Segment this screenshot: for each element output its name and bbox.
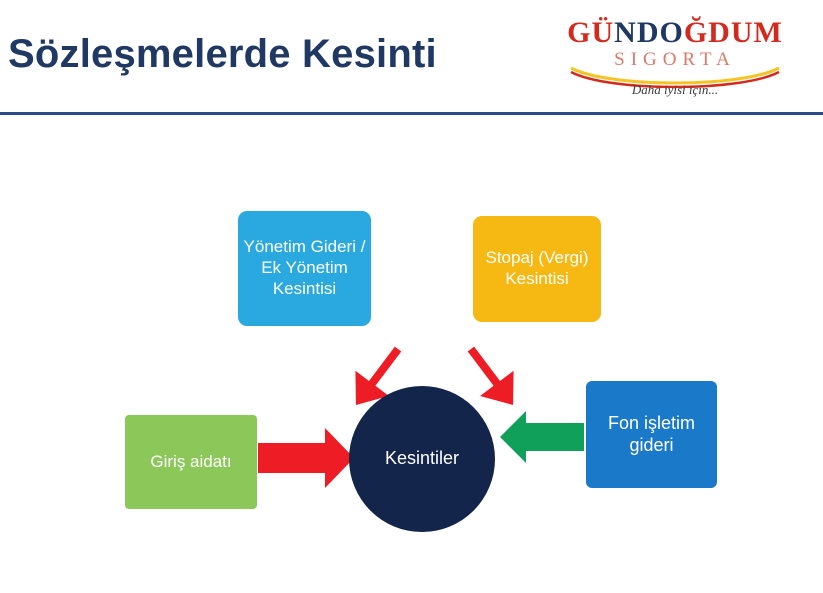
node-label: Fon işletim gideri bbox=[607, 412, 696, 455]
logo-brand-part1: GÜ bbox=[567, 16, 615, 49]
node-giris-aidati[interactable] bbox=[125, 415, 257, 509]
node-label: Stopaj (Vergi) Kesintisi bbox=[485, 248, 589, 288]
page-title: Sözleşmelerde Kesinti bbox=[8, 32, 437, 76]
diagram-canvas bbox=[0, 120, 823, 593]
node-label: Yönetim Gideri / Ek Yönetim Kesintisi bbox=[243, 237, 366, 298]
node-kesintiler-center[interactable] bbox=[349, 386, 495, 532]
header-divider bbox=[0, 112, 823, 115]
logo-subtitle: SIGORTA bbox=[614, 49, 736, 70]
logo-brand-text bbox=[555, 18, 795, 48]
arrow-fon-to-center bbox=[500, 411, 584, 463]
logo-brand-part2: NDO bbox=[614, 16, 684, 49]
logo-slogan: Daha iyisi için... bbox=[631, 82, 719, 97]
node-fon-isletim-gideri[interactable] bbox=[586, 381, 717, 488]
logo-brand-part3: ĞDUM bbox=[683, 16, 783, 49]
node-label: Kesintiler bbox=[384, 448, 460, 469]
company-logo bbox=[555, 18, 795, 98]
node-yonetim-gideri[interactable] bbox=[238, 211, 371, 326]
node-label: Giriş aidatı bbox=[150, 451, 232, 471]
arrow-giris-to-center bbox=[258, 428, 354, 488]
node-stopaj-vergi[interactable] bbox=[473, 216, 601, 322]
